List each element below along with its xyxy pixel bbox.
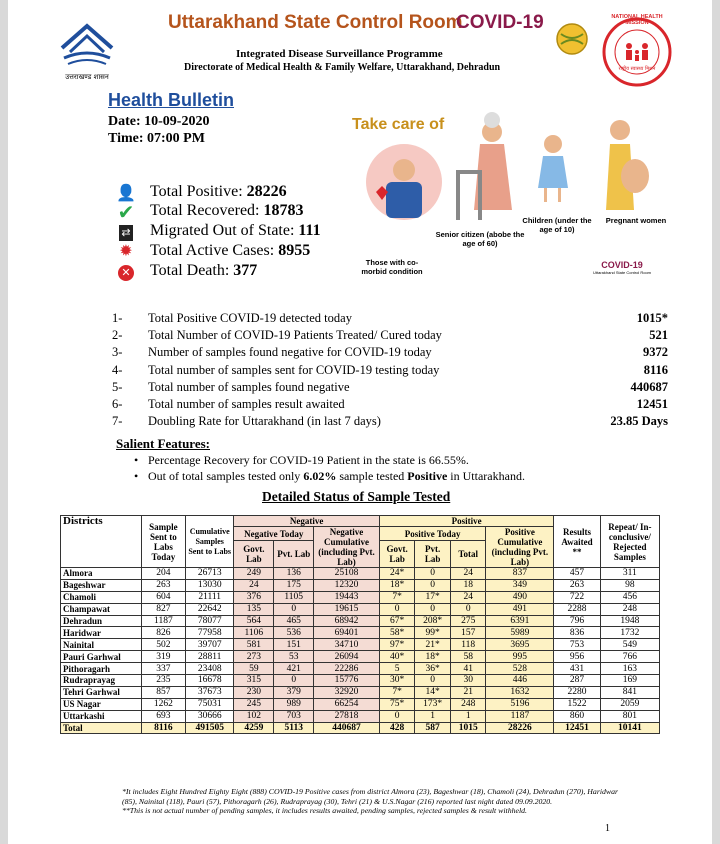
table-cell: 136: [274, 568, 314, 580]
list-item-text: Total number of samples result awaited: [148, 396, 345, 411]
list-item-value: 1015*: [636, 311, 668, 325]
district-name-cell: Champawat: [61, 603, 142, 615]
table-cell: 5989: [486, 627, 554, 639]
table-cell: 379: [274, 686, 314, 698]
table-cell: 66254: [314, 698, 380, 710]
table-cell: 97*: [379, 639, 415, 651]
table-cell: 826: [141, 627, 185, 639]
nhm-logo: [601, 16, 673, 88]
list-item-number: 6-: [112, 396, 123, 411]
list-item-value: 9372: [643, 345, 668, 360]
table-cell: 169: [600, 675, 659, 687]
caption-comorbid: Those with co-morbid condition: [361, 258, 423, 276]
virus-icon: ✹: [119, 241, 133, 260]
table-cell: 0: [415, 579, 451, 591]
footnote-1: *It includes Eight Hundred Eighty Eight (888) COVID-19 Positive cases from district Almora (23), Bageshwar (18), Chamoli (24), Dehradun (270), Haridwar (85), Nainital (118), Pauri (57), Pithoragarh (26), Rudraprayag (30), Tehri (21) & U.S.Nagar (216) reported last night dated 09.09.2020.: [122, 787, 619, 806]
table-cell: 245: [234, 698, 274, 710]
table-cell: 581: [234, 639, 274, 651]
table-cell: 446: [486, 675, 554, 687]
table-cell: 28811: [185, 651, 233, 663]
table-cell: 26094: [314, 651, 380, 663]
table-total-row: [61, 722, 660, 734]
salient-bullet-2: [148, 469, 525, 484]
table-cell: 827: [141, 603, 185, 615]
table-cell: 989: [274, 698, 314, 710]
list-item-text: Total number of samples sent for COVID-19 testing today: [148, 362, 440, 377]
table-cell: 0: [415, 568, 451, 580]
table-cell: 32920: [314, 686, 380, 698]
table-cell: 75031: [185, 698, 233, 710]
table-cell: 204: [141, 568, 185, 580]
table-cell: 465: [274, 615, 314, 627]
table-cell: 68942: [314, 615, 380, 627]
list-item: [112, 310, 668, 327]
col-positive-cumulative: Positive Cumulative (including Pvt. Lab): [486, 527, 554, 568]
list-item: [112, 379, 668, 396]
stat-value: 377: [233, 262, 258, 279]
table-cell: 431: [554, 663, 600, 675]
district-name-cell: Haridwar: [61, 627, 142, 639]
table-row: [61, 603, 660, 615]
table-cell: 0: [379, 710, 415, 722]
stat-active-cases: [150, 242, 310, 260]
migrated-icon: ⇄: [116, 222, 136, 240]
table-row: [61, 663, 660, 675]
salient-bullet-1: • Percentage Recovery for COVID-19 Patient in the state is 66.55%.: [148, 453, 469, 468]
list-item: [112, 344, 668, 361]
table-cell: 24: [450, 591, 486, 603]
list-item-number: 2-: [112, 328, 123, 343]
footnote-2: **This is not actual number of pending samples, it includes results awaited, pending samples, rejected samples & result withheld.: [122, 806, 527, 815]
col-positive-today: Positive Today: [379, 527, 486, 541]
table-cell: 376: [234, 591, 274, 603]
table-cell: 208*: [415, 615, 451, 627]
table-cell: 248: [600, 603, 659, 615]
list-item-number: 4-: [112, 362, 123, 377]
uttarakhand-govt-logo: [54, 18, 120, 80]
table-cell: 528: [486, 663, 554, 675]
table-cell: 36*: [415, 663, 451, 675]
table-cell: 421: [274, 663, 314, 675]
list-item-value: 12451: [636, 396, 668, 411]
table-cell: 2059: [600, 698, 659, 710]
death-x-icon: ✕: [116, 262, 136, 280]
table-cell: 77958: [185, 627, 233, 639]
bulletin-time: Time: 07:00 PM: [108, 131, 205, 146]
table-row: [61, 591, 660, 603]
table-cell: 549: [600, 639, 659, 651]
table-cell: 263: [141, 579, 185, 591]
table-cell: 235: [141, 675, 185, 687]
table-cell: 78077: [185, 615, 233, 627]
table-cell: 18: [450, 579, 486, 591]
district-name-cell: Rudraprayag: [61, 675, 142, 687]
caption-pregnant: Pregnant women: [605, 216, 667, 225]
stat-value: 28226: [246, 183, 287, 200]
district-name-cell: Pauri Garhwal: [61, 651, 142, 663]
bullet2-bold: Positive: [407, 469, 448, 483]
district-name-cell: Dehradun: [61, 615, 142, 627]
col-neg-govt-lab: Govt. Lab: [234, 541, 274, 568]
table-cell: 1187: [141, 615, 185, 627]
list-item-text: Total Number of COVID-19 Patients Treated/ Cured today: [148, 328, 442, 343]
table-cell: 275: [450, 615, 486, 627]
table-cell: 30666: [185, 710, 233, 722]
table-cell: 10141: [600, 722, 659, 734]
table-cell: 722: [554, 591, 600, 603]
table-cell: 3695: [486, 639, 554, 651]
table-cell: 456: [600, 591, 659, 603]
caption-senior: Senior citizen (abobe the age of 60): [435, 230, 525, 248]
globe-icon: [555, 22, 589, 61]
table-cell: 24: [450, 568, 486, 580]
table-cell: 0: [450, 603, 486, 615]
table-cell: 337: [141, 663, 185, 675]
table-cell: 21*: [415, 639, 451, 651]
table-title: Detailed Status of Sample Tested: [262, 489, 451, 504]
table-cell: 2280: [554, 686, 600, 698]
table-cell: 857: [141, 686, 185, 698]
table-cell: 5: [379, 663, 415, 675]
district-name-cell: Uttarkashi: [61, 710, 142, 722]
table-cell: 536: [274, 627, 314, 639]
col-positive: Positive: [379, 516, 554, 527]
table-cell: 18*: [415, 651, 451, 663]
recovered-check-icon: ✔: [117, 200, 135, 224]
table-cell: 0: [415, 675, 451, 687]
table-row: [61, 615, 660, 627]
header-subtitle-1: Integrated Disease Surveillance Programme: [236, 48, 443, 60]
table-cell: 30*: [379, 675, 415, 687]
bullet2-pct: 6.02%: [303, 469, 337, 483]
table-cell: 151: [274, 639, 314, 651]
table-cell: 1: [450, 710, 486, 722]
table-cell: 837: [486, 568, 554, 580]
list-item: [112, 396, 668, 413]
table-cell: 801: [600, 710, 659, 722]
table-cell: 502: [141, 639, 185, 651]
table-cell: 457: [554, 568, 600, 580]
table-cell: 118: [450, 639, 486, 651]
col-neg-pvt-lab: Pvt. Lab: [274, 541, 314, 568]
col-negative-cumulative: Negative Cumulative (including Pvt. Lab): [314, 527, 380, 568]
list-item: [112, 327, 668, 344]
table-cell: 0: [274, 603, 314, 615]
table-cell: 1632: [486, 686, 554, 698]
col-negative-today: Negative Today: [234, 527, 314, 541]
stat-label: Total Recovered:: [150, 202, 260, 219]
table-cell: 5196: [486, 698, 554, 710]
table-cell: 26713: [185, 568, 233, 580]
district-name-cell: US Nagar: [61, 698, 142, 710]
table-cell: 315: [234, 675, 274, 687]
table-cell: 491: [486, 603, 554, 615]
table-cell: 766: [600, 651, 659, 663]
table-row: [61, 675, 660, 687]
care-poster-illustration: [352, 100, 662, 250]
table-cell: 53: [274, 651, 314, 663]
district-name-cell: Chamoli: [61, 591, 142, 603]
bullet2-pre: Out of total samples tested only: [148, 469, 304, 483]
table-cell: 249: [234, 568, 274, 580]
table-row: [61, 639, 660, 651]
table-cell: 1015: [450, 722, 486, 734]
col-pos-govt-lab: Govt. Lab: [379, 541, 415, 568]
table-cell: 490: [486, 591, 554, 603]
district-name-cell: Pithoragarh: [61, 663, 142, 675]
list-item-text: Number of samples found negative for COVID-19 today: [148, 345, 432, 360]
bullet2-mid: sample tested: [336, 469, 408, 483]
table-cell: 12451: [554, 722, 600, 734]
table-cell: 12320: [314, 579, 380, 591]
list-item-value: 521: [649, 328, 668, 343]
table-cell: 836: [554, 627, 600, 639]
table-cell: 17*: [415, 591, 451, 603]
govt-logo-caption: उत्तराखण्ड शासन: [65, 73, 109, 81]
table-cell: 13030: [185, 579, 233, 591]
table-cell: 39707: [185, 639, 233, 651]
table-cell: 18*: [379, 579, 415, 591]
district-name-cell: Nainital: [61, 639, 142, 651]
nhm-logo-caption: राष्ट्रीय स्वास्थ्य मिशन: [618, 66, 656, 72]
table-cell: 16678: [185, 675, 233, 687]
col-pos-total: Total: [450, 541, 486, 568]
col-pos-pvt-lab: Pvt. Lab: [415, 541, 451, 568]
table-cell: 273: [234, 651, 274, 663]
table-cell: 440687: [314, 722, 380, 734]
table-cell: 173*: [415, 698, 451, 710]
table-row: [61, 686, 660, 698]
table-row: [61, 651, 660, 663]
table-cell: 19443: [314, 591, 380, 603]
table-cell: 21111: [185, 591, 233, 603]
poster-badge-title: COVID-19: [601, 260, 643, 270]
col-results-awaited: Results Awaited **: [554, 516, 600, 568]
positive-icon: 👤: [116, 183, 136, 202]
table-cell: 1262: [141, 698, 185, 710]
table-cell: 0: [415, 603, 451, 615]
table-row: [61, 710, 660, 722]
list-item-value: 440687: [630, 379, 668, 394]
table-cell: 163: [600, 663, 659, 675]
stat-value: 8955: [278, 242, 311, 259]
stat-total-death: [150, 262, 257, 280]
table-cell: 995: [486, 651, 554, 663]
table-cell: 24*: [379, 568, 415, 580]
table-cell: 102: [234, 710, 274, 722]
table-cell: 1732: [600, 627, 659, 639]
stat-value: 18783: [263, 202, 304, 219]
salient-heading: Salient Features:: [116, 436, 210, 451]
table-cell: 0: [274, 675, 314, 687]
sample-status-table: [60, 515, 660, 734]
table-cell: 8116: [141, 722, 185, 734]
table-cell: 1106: [234, 627, 274, 639]
stat-total-positive: [150, 183, 287, 201]
list-item-value: 8116: [643, 362, 668, 377]
table-row: [61, 698, 660, 710]
caption-children: Children (under the age of 10): [522, 216, 592, 234]
col-repeat: Repeat/ In-conclusive/ Rejected Samples: [600, 516, 659, 568]
list-item-number: 5-: [112, 379, 123, 394]
table-cell: 67*: [379, 615, 415, 627]
table-cell: 1522: [554, 698, 600, 710]
district-name-cell: Almora: [61, 568, 142, 580]
col-negative: Negative: [234, 516, 379, 527]
table-cell: 58*: [379, 627, 415, 639]
table-cell: 75*: [379, 698, 415, 710]
table-cell: 28226: [486, 722, 554, 734]
table-cell: 564: [234, 615, 274, 627]
list-item-number: 1-: [112, 311, 123, 325]
header-subtitle-2: Directorate of Medical Health & Family Welfare, Uttarakhand, Dehradun: [184, 62, 501, 73]
table-cell: 6391: [486, 615, 554, 627]
table-row: [61, 568, 660, 580]
stat-total-recovered: [150, 202, 304, 220]
table-cell: 693: [141, 710, 185, 722]
table-cell: 175: [274, 579, 314, 591]
table-cell: 98: [600, 579, 659, 591]
table-cell: 23408: [185, 663, 233, 675]
col-sent-today: Sample Sent to Labs Today: [141, 516, 185, 568]
table-cell: 30: [450, 675, 486, 687]
list-item-value: 23.85 Days: [610, 414, 668, 429]
table-cell: 2288: [554, 603, 600, 615]
table-cell: 157: [450, 627, 486, 639]
care-poster-title: Take care of: [352, 116, 445, 133]
table-cell: 263: [554, 579, 600, 591]
list-item: [112, 413, 668, 430]
table-cell: 99*: [415, 627, 451, 639]
table-cell: 1948: [600, 615, 659, 627]
table-cell: 860: [554, 710, 600, 722]
table-cell: 21: [450, 686, 486, 698]
list-item-number: 3-: [112, 345, 123, 360]
table-cell: 40*: [379, 651, 415, 663]
table-row: [61, 579, 660, 591]
district-name-cell: Total: [61, 722, 142, 734]
table-cell: 319: [141, 651, 185, 663]
table-cell: 1187: [486, 710, 554, 722]
table-cell: 69401: [314, 627, 380, 639]
table-cell: 230: [234, 686, 274, 698]
bulletin-page: [8, 0, 712, 844]
table-cell: 4259: [234, 722, 274, 734]
table-cell: 287: [554, 675, 600, 687]
numbered-stats-list: [112, 310, 668, 430]
table-cell: 15776: [314, 675, 380, 687]
poster-badge-sub: Uttarakhand State Control Room: [592, 270, 652, 275]
table-cell: 22286: [314, 663, 380, 675]
stat-migrated: [150, 222, 321, 240]
table-cell: 349: [486, 579, 554, 591]
table-cell: 135: [234, 603, 274, 615]
bulletin-date: Date: 10-09-2020: [108, 114, 210, 129]
table-cell: 59: [234, 663, 274, 675]
table-cell: 0: [379, 603, 415, 615]
col-districts: Districts: [61, 516, 142, 568]
stat-value: 111: [298, 222, 321, 239]
footnotes: [122, 787, 622, 816]
header-title: Uttarakhand State Control Room: [168, 12, 463, 33]
table-cell: 841: [600, 686, 659, 698]
list-item-text: Doubling Rate for Uttarakhand (in last 7 days): [148, 414, 381, 429]
page-number: 1: [605, 823, 610, 834]
table-cell: 24: [234, 579, 274, 591]
table-cell: 58: [450, 651, 486, 663]
stat-label: Total Positive:: [150, 183, 243, 200]
table-cell: 27818: [314, 710, 380, 722]
table-cell: 956: [554, 651, 600, 663]
table-cell: 19615: [314, 603, 380, 615]
stat-label: Total Death:: [150, 262, 230, 279]
list-item-text: Total Positive COVID-19 detected today: [148, 311, 352, 325]
table-cell: 796: [554, 615, 600, 627]
table-cell: 311: [600, 568, 659, 580]
bullet2-post: in Uttarakhand.: [447, 469, 525, 483]
table-cell: 491505: [185, 722, 233, 734]
table-cell: 1105: [274, 591, 314, 603]
table-cell: 753: [554, 639, 600, 651]
table-cell: 587: [415, 722, 451, 734]
table-cell: 25108: [314, 568, 380, 580]
table-cell: 14*: [415, 686, 451, 698]
table-cell: 248: [450, 698, 486, 710]
table-cell: 5113: [274, 722, 314, 734]
table-cell: 34710: [314, 639, 380, 651]
poster-covid-badge: [584, 260, 660, 275]
list-item: [112, 362, 668, 379]
table-cell: 7*: [379, 591, 415, 603]
table-cell: 22642: [185, 603, 233, 615]
col-cumulative-sent: Cumulative Samples Sent to Labs: [185, 516, 233, 568]
district-name-cell: Bageshwar: [61, 579, 142, 591]
district-name-cell: Tehri Garhwal: [61, 686, 142, 698]
table-cell: 1: [415, 710, 451, 722]
table-cell: 37673: [185, 686, 233, 698]
stat-label: Total Active Cases:: [150, 242, 275, 259]
list-item-text: Total number of samples found negative: [148, 379, 350, 394]
list-item-number: 7-: [112, 414, 123, 429]
header-covid-logo: COVID-19: [456, 12, 544, 33]
nhm-logo-text: NATIONAL HEALTH MISSION: [611, 14, 663, 26]
table-cell: 703: [274, 710, 314, 722]
table-cell: 41: [450, 663, 486, 675]
health-bulletin-heading: Health Bulletin: [108, 90, 235, 110]
table-cell: 7*: [379, 686, 415, 698]
table-cell: 428: [379, 722, 415, 734]
table-row: [61, 627, 660, 639]
stat-label: Migrated Out of State:: [150, 222, 295, 239]
table-cell: 604: [141, 591, 185, 603]
